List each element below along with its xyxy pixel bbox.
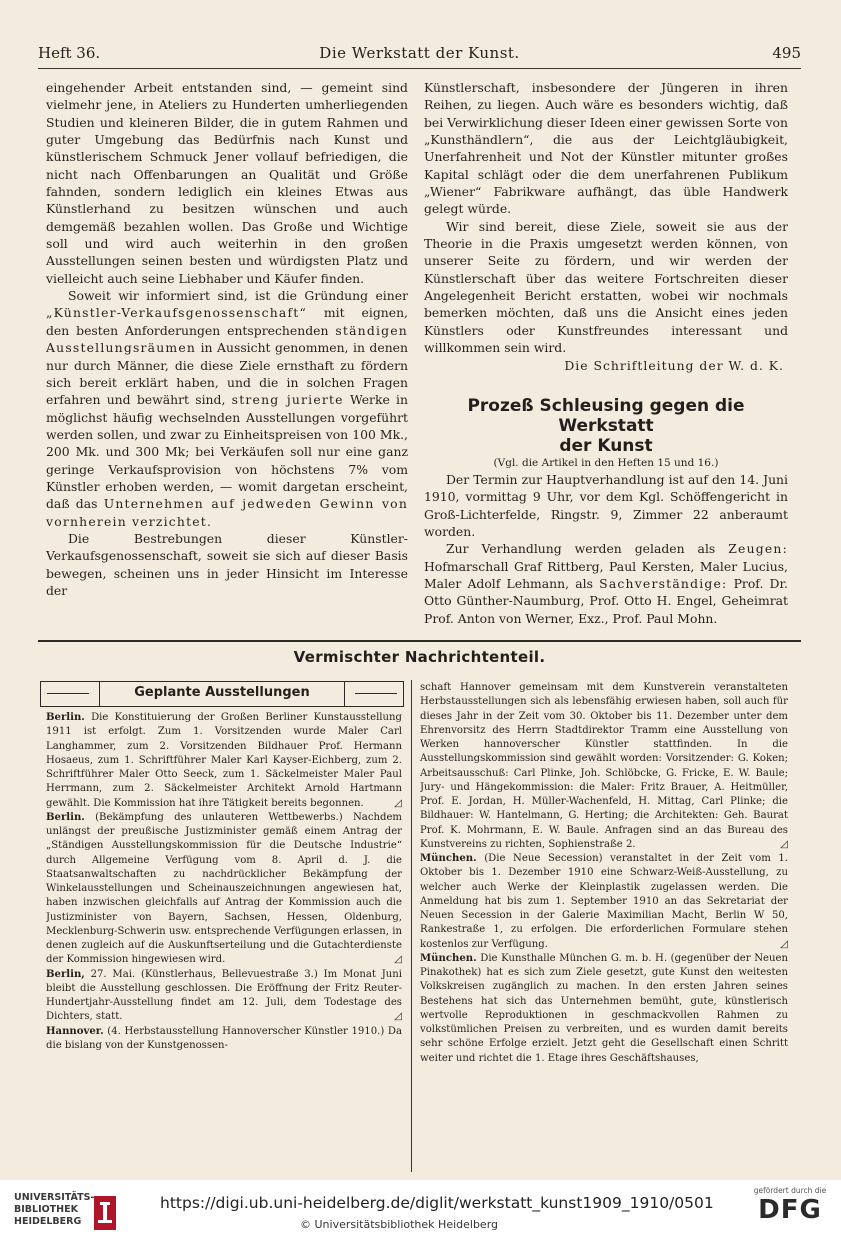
- journal-title: Die Werkstatt der Kunst.: [319, 44, 520, 62]
- end-mark-icon: ◿: [394, 797, 402, 809]
- paragraph: Künstlerschaft, insbesondere der Jüngeren in ihren Reihen, zu liegen. Auch wäre es besonders wichtig, daß bei Verwirklichung dieser Ideen einer gewissen Sorte von „Kunsthändlern“, die aus der Leichtgläubigkeit, Unerfahrenheit und Not der Künstler mitunter großes Kapital schlägt oder die dem unerfahrenen Publikum „Wiener“ Fabrikware aufhängt, das üble Handwerk gelegt würde.: [424, 80, 788, 217]
- entry-city: Berlin.: [46, 712, 85, 723]
- article-process: [424, 396, 788, 634]
- end-mark-icon: ◿: [394, 1011, 402, 1023]
- viewer-footer: [0, 1180, 841, 1241]
- news-entry: schaft Hannover gemeinsam mit dem Kunstverein veranstalteten Herbstausstellungen sich als lebensfähig erwiesen haben, soll auch für dieses Jahr in der Zeit vom 30. Oktober bis 11. Dezember unter dem Ehrenvorsitz des Herrn Stadtdirektor Tramm eine Ausstellung von Werken hannoverscher Künstler stattfinden. In die Ausstellungskommission sind gewählt worden: Vorsitzender: G. Koken; Arbeitsausschuß: Carl Plinke, Joh. Schlöbcke, G. Fricke, E. W. Baule; Jury- und Hängekommission: die Maler: Fritz Brauer, A. Heitmüller, Prof. E. Jordan, H. Müller-Wachenfeld, H. Mittag, Carl Plinke; die Bildhauer: W. Hantelmann, G. Herting; die Architekten: Geh. Baurat Prof. K. Mohrmann, E. W. Baule. Anfragen sind an das Bureau des Kunstvereins zu richten, Sophienstraße 2. ◿: [420, 681, 788, 852]
- paragraph: Soweit wir informiert sind, ist die Gründung einer „Künstler-Verkaufsgenossenschaft“ mit eignen, den besten Anforderungen entsprechenden ständigen Ausstellungsräumen in Aussicht genommen, in denen nur durch Männer, die diese Ziele ernsthaft zu fördern sich bereit erklärt haben, und die in solchen Fragen erfahren und bewährt sind, streng jurierte Werke in möglichst häufig wechselnden Ausstellungen vorgeführt werden sollen, und zwar zu Einheitspreisen von 100 Mk., 200 Mk. und 300 Mk; bei Verkäufen soll nur eine ganz geringe Verkaufsprovision von höchstens 7% vom Künstler erhoben werden, — womit dargetan erscheint, daß das Unternehmen auf jedweden Gewinn von vornherein verzichtet.: [46, 288, 408, 529]
- page-number: 495: [772, 44, 801, 62]
- news-entry: Berlin, 27. Mai. (Künstlerhaus, Bellevuestraße 3.) Im Monat Juni bleibt die Ausstellung geschlossen. Die Eröffnung der Fritz Reuter-Hundertjahr-Ausstellung findet am 12. Juli, dem Todestage des Dichters, statt. ◿: [46, 968, 402, 1025]
- editorial-signature: Die Schriftleitung der W. d. K.: [564, 357, 784, 373]
- column-left-lower: [46, 711, 402, 1171]
- column-right-upper: [424, 79, 788, 389]
- paragraph: eingehender Arbeit entstanden sind, — gemeint sind vielmehr jene, in Ateliers zu Hunderten umherliegenden Studien und kleineren Bilder, die in gutem Rahmen und guter Umgebung das Bedürfnis nach Kunst und künstlerischem Schmuck Jener vollauf befriedigen, die nicht nach Offenbarungen an Qualität und Größe fahnden, sondern lediglich ein kleines Etwas aus Künstlerhand zu besitzen wünschen und auch demgemäß bezahlen wollen. Das Große und Wichtige soll und wird auch weiterhin in den großen Ausstellungen seinen besten und würdigsten Platz und vielleicht auch seine Liebhaber und Käufer finden.: [46, 80, 408, 286]
- column-divider: [411, 680, 412, 1172]
- header-rule: [38, 68, 801, 69]
- entry-city: Berlin,: [46, 968, 85, 980]
- article-reference: (Vgl. die Artikel in den Heften 15 und 16.): [493, 457, 719, 469]
- entry-city: München.: [420, 853, 477, 864]
- dfg-logo[interactable]: gefördert durch die DFG: [753, 1186, 827, 1225]
- library-logo[interactable]: [14, 1190, 118, 1234]
- entry-city: Berlin.: [46, 811, 85, 823]
- paragraph: Die Bestrebungen dieser Künstler-Verkaufsgenossenschaft, soweit sie sich auf dieser Basis bewegen, scheinen uns in jeder Hinsicht im Interesse der: [46, 530, 408, 598]
- column-right-lower: [420, 681, 788, 1171]
- copyright-notice: © Universitätsbibliothek Heidelberg: [300, 1218, 499, 1231]
- permalink[interactable]: https://digi.ub.uni-heidelberg.de/diglit/werkstatt_kunst1909_1910/0501: [160, 1194, 714, 1212]
- news-entry: Hannover. (4. Herbstausstellung Hannoverscher Künstler 1910.) Da die bislang von der Kunstgenossen-: [46, 1025, 402, 1051]
- running-header: [38, 44, 801, 66]
- article-title: Prozeß Schleusing gegen die Werkstatt: [467, 396, 745, 436]
- emphasis: Zeugen:: [728, 541, 788, 557]
- entry-city: Hannover.: [46, 1025, 104, 1037]
- news-entry: Berlin. (Bekämpfung des unlauteren Wettbewerbs.) Nachdem unlängst der preußische Justizminister gemäß einem Antrag der „Ständigen Ausstellungskommission für die Deutsche Industrie“ durch Allgemeine Verfügung vom 8. April d. J. die Staatsanwaltschaften zu nachdrücklicher Bekämpfung der Winkelausstellungen und Scheinauszeichnungen angewiesen hat, haben inzwischen gleichfalls auf Antrag der Kommission auch die Justizminister von Bayern, Sachsen, Hessen, Oldenburg, Mecklenburg-Schwerin usw. entsprechende Verfügungen erlassen, in denen zugleich auf die Auskunftserteilung und die Gutachterdienste der Kommission hingewiesen wird. ◿: [46, 811, 402, 968]
- paragraph: Wir sind bereit, diese Ziele, soweit sie aus der Theorie in die Praxis umgesetzt werden können, von unserer Seite zu fördern, und wir werden der Künstlerschaft über das weitere Fortschreiten dieser Angelegenheit Bericht erstatten, wobei wir nochmals bemerken möchten, daß uns die Ansicht eines jeden Künstlers oder Kunstfreundes interessant und willkommen sein wird.: [424, 218, 788, 356]
- section-rule: [38, 640, 801, 642]
- end-mark-icon: ◿: [780, 938, 788, 950]
- article-title: der Kunst: [559, 436, 653, 456]
- emphasis: streng jurierte: [231, 392, 344, 408]
- dfg-logo-text: DFG: [758, 1195, 822, 1225]
- emphasis: „Künstler-Verkaufsgenossenschaft“: [46, 305, 307, 321]
- issue-number: Heft 36.: [38, 44, 101, 62]
- emphasis: ständigen Ausstellungsräumen: [46, 322, 408, 356]
- exhibitions-box-heading: [40, 681, 404, 707]
- paragraph: Der Termin zur Hauptverhandlung ist auf den 14. Juni 1910, vormittag 9 Uhr, vor dem Kgl. Schöffengericht in Groß-Lichterfelde, Ringstr. 9, Zimmer 22 anberaumt worden.: [424, 472, 788, 540]
- library-logo-text: UNIVERSITÄTS- BIBLIOTHEK HEIDELBERG: [14, 1192, 95, 1227]
- news-entry: München. (Die Neue Secession) veranstaltet in der Zeit vom 1. Oktober bis 1. Dezember 1910 eine Schwarz-Weiß-Ausstellung, zu welcher auch Werke der Kleinplastik zugelassen werden. Die Anmeldung hat bis zum 1. September 1910 an das Sekretariat der Neuen Secession in der Galerie Maximilian Macht, Berlin W 50, Rankestraße 1, zu erfolgen. Die erforderlichen Formulare stehen kostenlos zur Verfügung. ◿: [420, 852, 788, 952]
- paragraph: Zur Verhandlung werden geladen als Zeugen: Hofmarschall Graf Rittberg, Paul Kersten, Maler Lucius, Maler Adolf Lehmann, als Sachverständige: Prof. Dr. Otto Günther-Naumburg, Prof. Otto H. Engel, Geheimrat Prof. Anton von Werner, Exz., Prof. Paul Mohn.: [424, 541, 788, 626]
- emphasis: Unternehmen auf jedweden Gewinn von vornherein verzichtet.: [46, 496, 408, 529]
- column-left-upper: [46, 79, 408, 634]
- news-entry: München. Die Kunsthalle München G. m. b. H. (gegenüber der Neuen Pinakothek) hat es sich zum Ziele gesetzt, gute Kunst den weitesten Volkskreisen zugänglich zu machen. In den ersten Jahren seines Bestehens hat sich das Unternehmen bemüht, gute, künstlerisch wertvolle Reproduktionen in geschmackvollen Rahmen zu volkstümlichen Preisen zu verbreiten, und es wurden damit bereits sehr schöne Erfolge erzielt. Jetzt geht die Gesellschaft einen Schritt weiter und richtet die 1. Etage ihres Geschäftshauses,: [420, 952, 788, 1064]
- entry-city: München.: [420, 952, 477, 964]
- end-mark-icon: ◿: [780, 838, 788, 850]
- library-seal-icon: [92, 1194, 118, 1232]
- emphasis: Sachverständige:: [599, 576, 728, 592]
- box-title: Geplante Ausstellungen: [134, 685, 310, 700]
- end-mark-icon: ◿: [394, 954, 402, 966]
- section-title: Vermischter Nachrichtenteil.: [293, 648, 546, 666]
- news-entry: Berlin. Die Konstituierung der Großen Berliner Kunstausstellung 1911 ist erfolgt. Zum 1. Vorsitzenden wurde Maler Carl Langhammer, zum 2. Vorsitzenden Bildhauer Prof. Hermann Hosaeus, zum 1. Schriftführer Maler Karl Kayser-Eichberg, zum 2. Schriftführer Maler Otto Seeck, zum 1. Säckelmeister Maler Paul Herrmann, zum 2. Säckelmeister Architekt Arnold Hartmann gewählt. Die Kommission hat ihre Tätigkeit bereits begonnen. ◿: [46, 711, 402, 811]
